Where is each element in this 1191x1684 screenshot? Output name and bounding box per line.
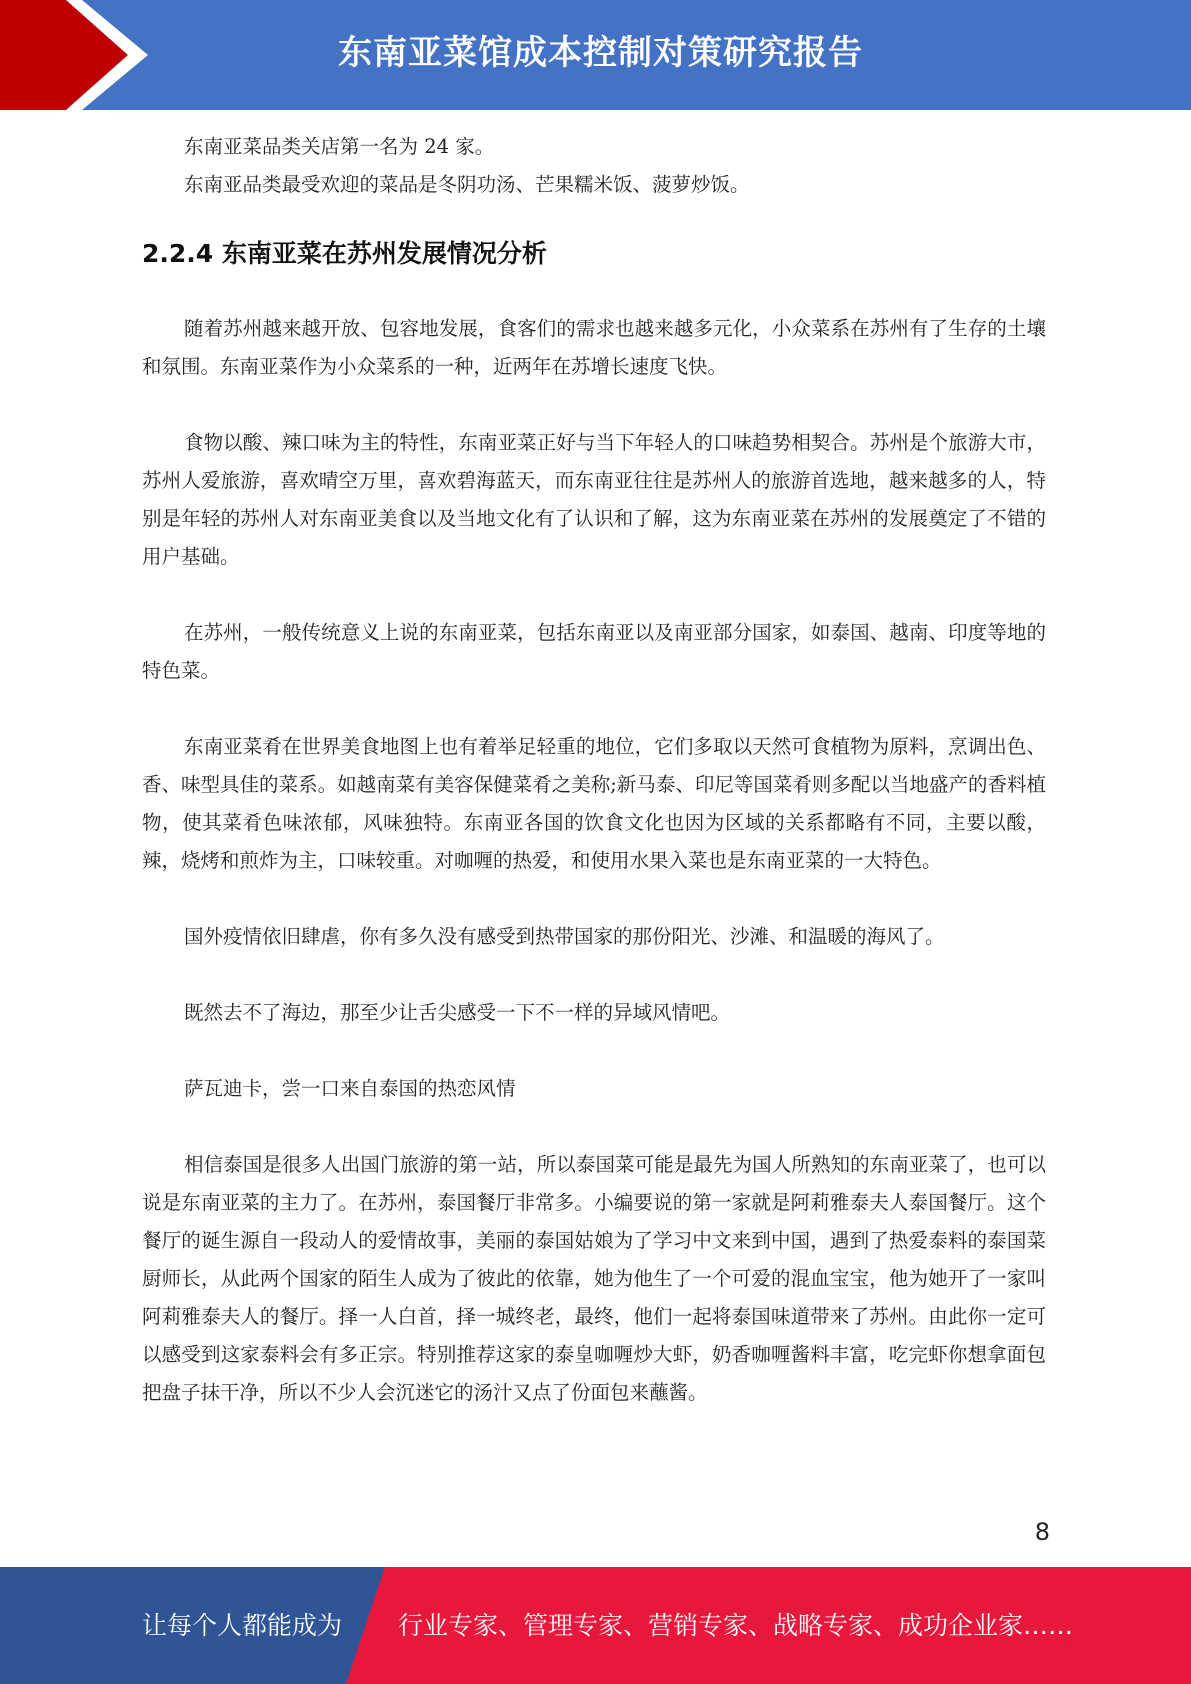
paragraph: 随着苏州越来越开放、包容地发展，食客们的需求也越来越多元化，小众菜系在苏州有了生存的土壤和氛围。东南亚菜作为小众菜系的一种，近两年在苏增长速度飞快。 xyxy=(142,317,1046,378)
page-number: 8 xyxy=(1034,1518,1050,1546)
intro-line-2: 东南亚品类最受欢迎的菜品是冬阴功汤、芒果糯米饭、菠萝炒饭。 xyxy=(184,173,750,196)
paragraph: 食物以酸、辣口味为主的特性，东南亚菜正好与当下年轻人的口味趋势相契合。苏州是个旅游大市，苏州人爱旅游，喜欢晴空万里，喜欢碧海蓝天，而东南亚往往是苏州人的旅游首选地，越来越多的人，特别是年轻的苏州人对东南亚美食以及当地文化有了认识和了解，这为东南亚菜在苏州的发展奠定了不错的用户基础。 xyxy=(142,431,1046,568)
paragraph: 相信泰国是很多人出国门旅游的第一站，所以泰国菜可能是最先为国人所熟知的东南亚菜了，也可以说是东南亚菜的主力了。在苏州，泰国餐厅非常多。小编要说的第一家就是阿莉雅泰夫人泰国餐厅。这个餐厅的诞生源自一段动人的爱情故事，美丽的泰国姑娘为了学习中文来到中国，遇到了热爱泰料的泰国菜厨师长，从此两个国家的陌生人成为了彼此的依靠，她为他生了一个可爱的混血宝宝，他为她开了一家叫阿莉雅泰夫人的餐厅。择一人白首，择一城终老，最终，他们一起将泰国味道带来了苏州。由此你一定可以感受到这家泰料会有多正宗。特别推荐这家的泰皇咖喱炒大虾，奶香咖喱酱料丰富，吃完虾你想拿面包把盘子抹干净，所以不少人会沉迷它的汤汁又点了份面包来蘸酱。 xyxy=(142,1153,1046,1404)
page-header xyxy=(0,0,1191,110)
footer-slogan-left: 让每个人都能成为 xyxy=(142,1611,343,1640)
paragraph: 萨瓦迪卡，尝一口来自泰国的热恋风情 xyxy=(184,1077,516,1100)
footer-slogan-right: 行业专家、管理专家、营销专家、战略专家、成功企业家…… xyxy=(398,1611,1074,1640)
paragraph: 国外疫情依旧肆虐，你有多久没有感受到热带国家的那份阳光、沙滩、和温暖的海风了。 xyxy=(184,925,945,948)
section-heading: 2.2.4 东南亚菜在苏州发展情况分析 xyxy=(142,239,547,268)
page-footer xyxy=(0,1567,1191,1684)
page-body xyxy=(142,128,1046,1412)
paragraph: 东南亚菜肴在世界美食地图上也有着举足轻重的地位，它们多取以天然可食植物为原料，烹调出色、香、味型具佳的菜系。如越南菜有美容保健菜肴之美称;新马泰、印尼等国菜肴则多配以当地盛产的香料植物，使其菜肴色味浓郁，风味独特。东南亚各国的饮食文化也因为区域的关系都略有不同，主要以酸，辣，烧烤和煎炸为主，口味较重。对咖喱的热爱，和使用水果入菜也是东南亚菜的一大特色。 xyxy=(142,735,1046,872)
paragraph: 在苏州，一般传统意义上说的东南亚菜，包括东南亚以及南亚部分国家，如泰国、越南、印度等地的特色菜。 xyxy=(142,621,1046,682)
report-title: 东南亚菜馆成本控制对策研究报告 xyxy=(338,33,863,73)
intro-line-1: 东南亚菜品类关店第一名为 24 家。 xyxy=(184,135,495,158)
paragraph: 既然去不了海边，那至少让舌尖感受一下不一样的异域风情吧。 xyxy=(184,1001,731,1024)
